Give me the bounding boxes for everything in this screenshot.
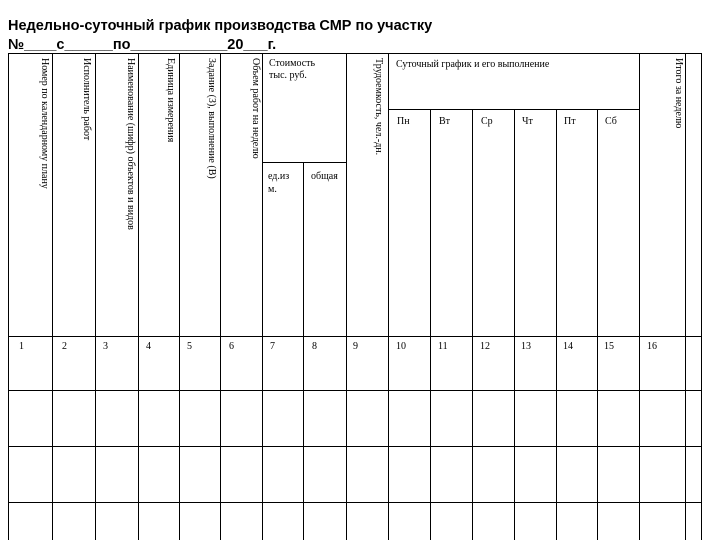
header-day-thu: Чт [522, 116, 533, 127]
header-cost-total: общая [311, 171, 338, 182]
column-number: 13 [521, 341, 531, 352]
column-number: 2 [62, 341, 67, 352]
column-number: 3 [103, 341, 108, 352]
column-number: 8 [312, 341, 317, 352]
header-daily-schedule: Суточный график и его выполнение [396, 59, 550, 70]
title-line-1: Недельно-суточный график производства СМР по участку [8, 18, 433, 34]
column-number: 14 [563, 341, 573, 352]
title-line-2: №____с______по____________20___г. [8, 37, 277, 53]
column-number: 5 [187, 341, 192, 352]
column-number: 6 [229, 341, 234, 352]
column-number: 10 [396, 341, 406, 352]
header-weekly-volume: Объем работ на неделю [250, 58, 261, 159]
column-number: 16 [647, 341, 657, 352]
column-number: 9 [353, 341, 358, 352]
header-day-mon: Пн [397, 116, 410, 127]
header-day-fri: Пт [564, 116, 576, 127]
header-task-execution: Задание (З), выполнение (В) [206, 58, 217, 179]
column-number: 12 [480, 341, 490, 352]
header-executor: Исполнитель работ [81, 58, 92, 141]
header-day-tue: Вт [439, 116, 451, 127]
header-day-sat: Сб [605, 116, 617, 127]
column-number: 4 [146, 341, 151, 352]
header-cost: Стоимость тыс. руб. [269, 58, 316, 81]
column-number: 11 [438, 341, 448, 352]
header-weekly-total: Итого за неделю [673, 58, 684, 129]
header-cost-unit: ед.из м. [268, 171, 290, 195]
column-number: 1 [19, 341, 24, 352]
header-plan-number: Номер по календарному плану [39, 58, 50, 189]
header-unit: Единица измерения [165, 58, 176, 143]
header-labor: Трудоемкость, чел.-дн. [373, 58, 384, 156]
column-number: 15 [604, 341, 614, 352]
column-number: 7 [270, 341, 275, 352]
header-day-wed: Ср [481, 116, 493, 127]
header-object-name: Наименование (шифр) объектов и видов [125, 58, 136, 230]
